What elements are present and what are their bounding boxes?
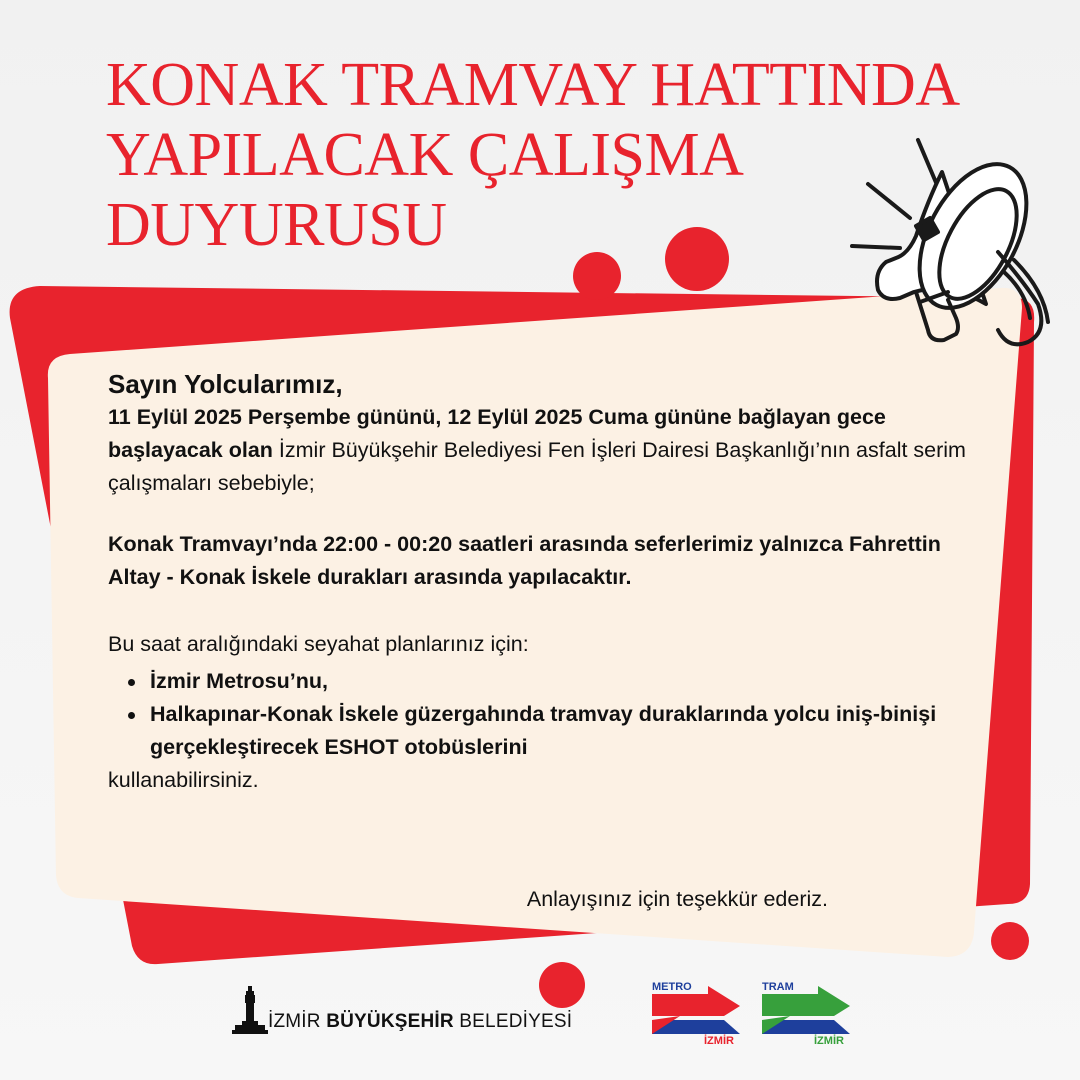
list-item: Halkapınar-Konak İskele güzergahında tramvay duraklarında yolcu iniş-binişi gerçekleştirecek ESHOT otobüslerini bbox=[108, 698, 978, 764]
tram-label: TRAM bbox=[762, 981, 794, 993]
decor-dot bbox=[991, 922, 1029, 960]
tram-city: İZMİR bbox=[814, 1035, 844, 1046]
alternatives-intro: Bu saat aralığındaki seyahat planlarınız için: bbox=[108, 632, 529, 656]
tram-izmir-logo bbox=[760, 978, 854, 1046]
ibb-wordmark-prefix: İZMİR bbox=[268, 1011, 327, 1032]
alternatives-list bbox=[108, 665, 978, 764]
notice-paragraph-2: Konak Tramvayı’nda 22:00 - 00:20 saatleri arasında seferlerimiz yalnızca Fahrettin Altay - Konak İskele durakları arasında yapılacaktır. bbox=[108, 532, 941, 589]
title-line-2: YAPILACAK ÇALIŞMA bbox=[106, 121, 744, 189]
list-item: İzmir Metrosu’nu, bbox=[108, 665, 978, 698]
title-line-3: DUYURUSU bbox=[106, 191, 447, 259]
metro-city: İZMİR bbox=[704, 1035, 734, 1046]
page-title bbox=[106, 50, 1006, 260]
metro-label: METRO bbox=[652, 981, 692, 993]
notice-paragraph-1 bbox=[108, 401, 978, 500]
title-line-1: KONAK TRAMVAY HATTINDA bbox=[106, 51, 960, 119]
ibb-logo bbox=[232, 984, 572, 1034]
ibb-wordmark bbox=[268, 1012, 572, 1034]
notice-body bbox=[108, 368, 978, 911]
notice-paragraph-1-rest: İzmir Büyükşehir Belediyesi Fen İşleri Dairesi Başkanlığı’nın asfalt serim çalışmaları sebebiyle; bbox=[108, 438, 966, 495]
ibb-wordmark-bold: BÜYÜKŞEHİR bbox=[326, 1011, 454, 1032]
ibb-wordmark-suffix: BELEDİYESİ bbox=[453, 1011, 573, 1032]
metro-izmir-logo bbox=[650, 978, 744, 1046]
closing-text: kullanabilirsiniz. bbox=[108, 768, 259, 792]
notice-paragraph-1-bold: 11 Eylül 2025 Perşembe gününü, 12 Eylül 2025 Cuma gününe bağlayan gece başlayacak olan bbox=[108, 405, 886, 462]
clock-tower-icon bbox=[232, 984, 268, 1034]
greeting: Sayın Yolcularımız, bbox=[108, 369, 343, 399]
thanks-text: Anlayışınız için teşekkür ederiz. bbox=[526, 887, 828, 911]
